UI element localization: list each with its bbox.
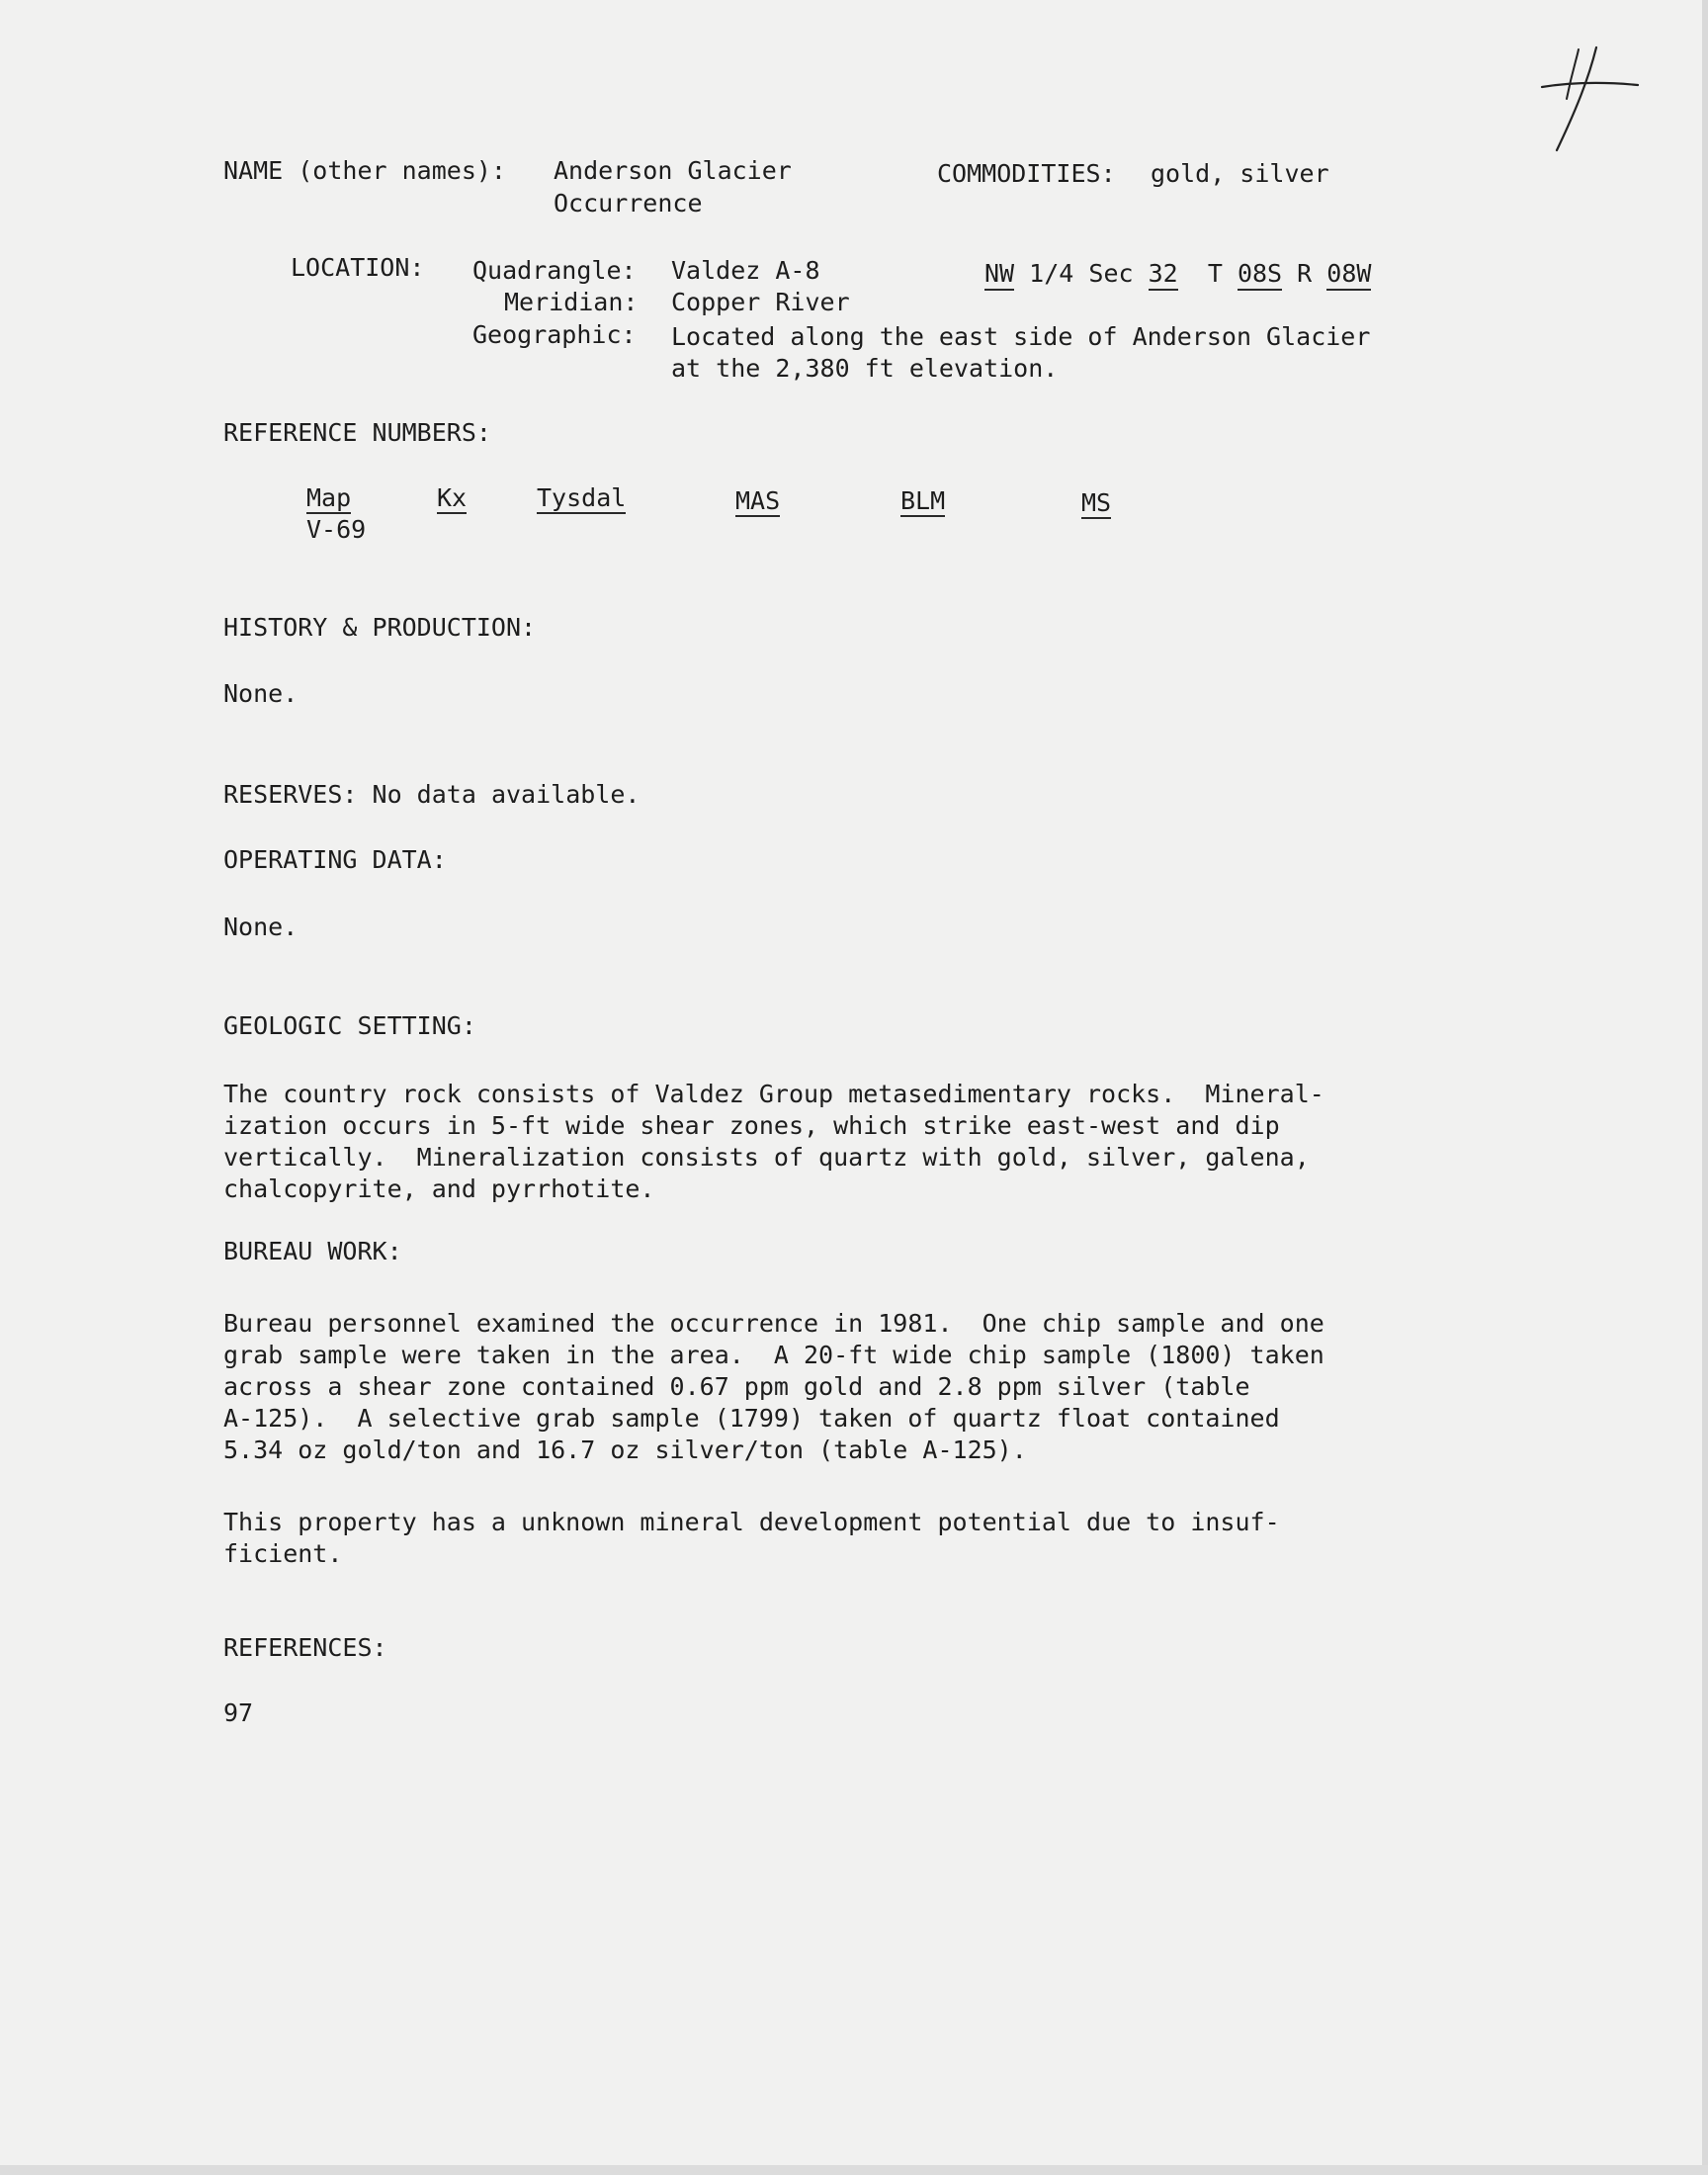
bureau-line: grab sample were taken in the area. A 20-ft wide chip sample (1800) taken (223, 1341, 1324, 1369)
reference-numbers-label: REFERENCE NUMBERS: (223, 418, 491, 447)
ref-map-label: Map (306, 483, 352, 512)
geographic-line-1: Located along the east side of Anderson Glacier (671, 322, 1371, 351)
name-value-line-2: Occurrence (554, 189, 703, 218)
bureau-line: 5.34 oz gold/ton and 16.7 oz silver/ton (table A-125). (223, 1436, 1027, 1464)
bureau-label: BUREAU WORK: (223, 1237, 402, 1265)
plss-township: 08S (1238, 259, 1282, 291)
meridian-label: Meridian: (504, 288, 639, 316)
ref-kx (437, 482, 467, 514)
history-label: HISTORY & PRODUCTION: (223, 613, 537, 642)
name-value-line-1: Anderson Glacier (554, 156, 792, 185)
quadrangle-value: Valdez A-8 (671, 256, 820, 285)
reserves-line (223, 779, 640, 811)
ref-tysdal-label: Tysdal (537, 483, 627, 512)
geologic-line: ization occurs in 5-ft wide shear zones, which strike east-west and dip (223, 1111, 1280, 1140)
ref-map-value: V-69 (306, 515, 367, 544)
operating-value: None. (223, 913, 299, 941)
bureau-paragraph (223, 1308, 1449, 1466)
commodities-label: COMMODITIES: (937, 159, 1116, 188)
reserves-label: RESERVES: (223, 780, 358, 809)
ref-tysdal (537, 482, 626, 514)
commodities-value: gold, silver (1151, 159, 1329, 188)
ref-mas-label: MAS (735, 486, 781, 515)
ref-kx-label: Kx (437, 483, 468, 512)
name-label: NAME (other names): (223, 156, 506, 185)
geologic-label: GEOLOGIC SETTING: (223, 1011, 476, 1040)
handwritten-check-mark-icon (1537, 40, 1646, 158)
potential-paragraph (223, 1507, 1449, 1570)
ref-mas (735, 485, 780, 517)
plss-sec-label: Sec (1088, 259, 1134, 288)
geologic-paragraph (223, 1079, 1449, 1205)
plss-fraction: 1/4 (1029, 259, 1074, 288)
history-value: None. (223, 679, 299, 708)
plss-range: 08W (1326, 259, 1371, 291)
references-label: REFERENCES: (223, 1633, 387, 1662)
geologic-line: chalcopyrite, and pyrrhotite. (223, 1174, 655, 1203)
quadrangle-label: Quadrangle: (472, 256, 637, 285)
plss-quarter: NW (984, 259, 1014, 291)
geologic-line: vertically. Mineralization consists of quartz with gold, silver, galena, (223, 1143, 1310, 1172)
geographic-label: Geographic: (472, 320, 637, 349)
plss-r-label: R (1297, 259, 1313, 288)
bureau-line: across a shear zone contained 0.67 ppm gold and 2.8 ppm silver (table (223, 1372, 1250, 1401)
reserves-value: No data available. (372, 780, 640, 809)
bureau-line: Bureau personnel examined the occurrence in 1981. One chip sample and one (223, 1309, 1324, 1338)
potential-line: ficient. (223, 1539, 343, 1568)
plss-t-label: T (1207, 259, 1223, 288)
ref-ms (1081, 487, 1111, 519)
ref-map (306, 482, 351, 514)
scan-edge-bottom (0, 2165, 1708, 2175)
references-value: 97 (223, 1698, 254, 1727)
plss-section: 32 (1149, 259, 1178, 291)
ref-ms-label: MS (1081, 488, 1112, 517)
meridian-value: Copper River (671, 288, 850, 316)
geographic-line-2: at the 2,380 ft elevation. (671, 354, 1059, 383)
ref-blm-label: BLM (900, 486, 946, 515)
plss-line (984, 258, 1371, 290)
geologic-line: The country rock consists of Valdez Group metasedimentary rocks. Mineral- (223, 1080, 1324, 1108)
scan-edge-right (1702, 0, 1708, 2175)
operating-label: OPERATING DATA: (223, 845, 447, 874)
potential-line: This property has a unknown mineral development potential due to insuf- (223, 1508, 1280, 1536)
bureau-line: A-125). A selective grab sample (1799) taken of quartz float contained (223, 1404, 1280, 1433)
location-label: LOCATION: (291, 253, 425, 282)
ref-blm (900, 485, 945, 517)
